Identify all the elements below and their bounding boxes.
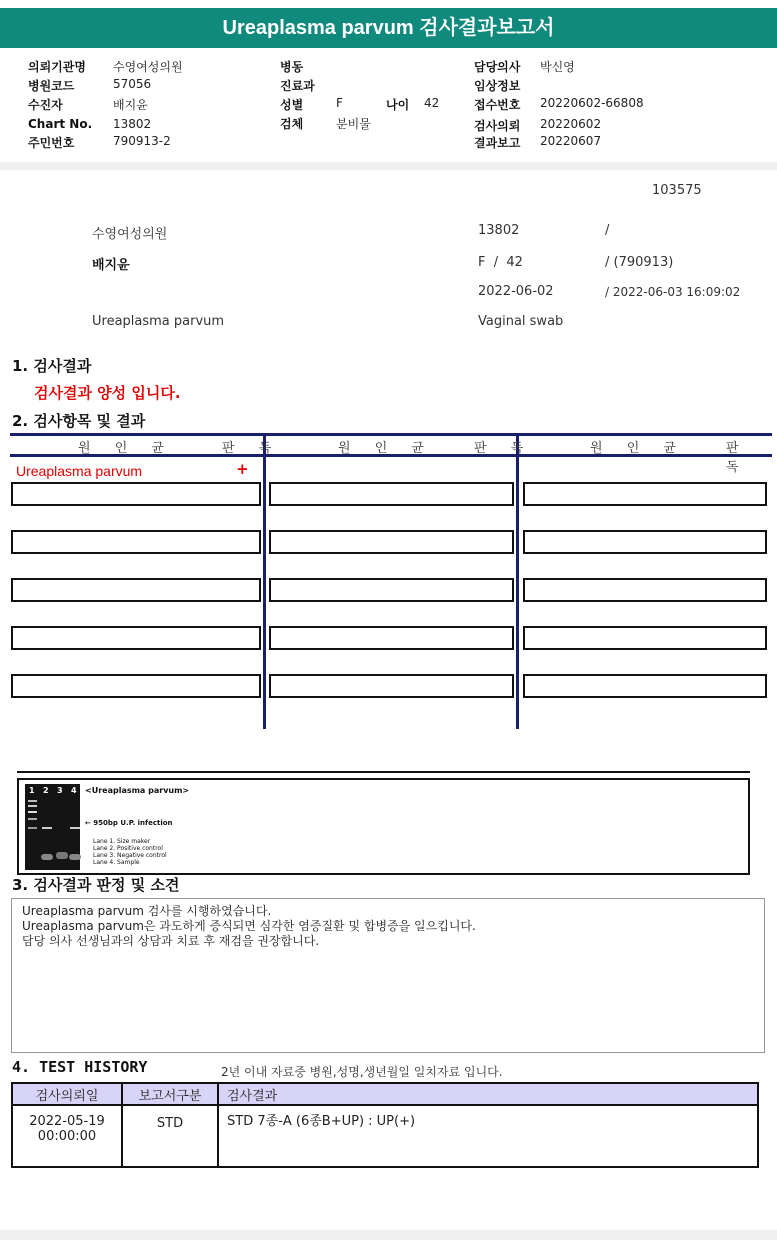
gel-band [69,854,81,860]
history-table [11,1082,759,1168]
gel-lane-3: 3 [57,786,63,795]
sex-value: F [336,96,343,110]
gel-band [70,827,80,829]
request-date-label: 검사의뢰 [474,119,521,133]
result-cell [269,674,514,698]
result-cell [11,626,261,650]
col3-organism-header: 원 인 균 [590,441,686,456]
history-time: 00:00:00 [37,1129,97,1144]
gel-heading: <Ureaplasma parvum> [85,786,190,795]
history-header-row [12,1083,758,1105]
gel-band [28,827,37,829]
history-date: 2022-05-19 [29,1114,105,1129]
dept-label: 진료과 [280,79,315,93]
result-cell [523,626,767,650]
institution-value: 수영여성의원 [113,60,183,74]
organism-ureaplasma: Ureaplasma parvum [16,463,143,479]
gel-band [28,811,37,813]
gel-band [42,827,52,829]
section3-title: 3. 검사결과 판정 및 소견 [12,876,180,894]
gel-image [25,784,80,870]
receipt-no-label: 접수번호 [474,98,521,112]
grid-col-divider-1 [263,433,266,729]
result-cell [269,578,514,602]
resident-no-value: 790913-2 [113,134,171,148]
section1-title: 1. 검사결과 [12,357,92,375]
history-type: STD [122,1105,218,1167]
opinion-line-2: Ureaplasma parvum은 과도하게 증식되면 심각한 염증질환 및 합병증을 일으킵니다. [22,919,476,933]
result-cell [269,482,514,506]
grid-top-line [10,433,772,436]
summary-request-date: 2022-06-02 [478,284,554,299]
gel-band [56,852,68,859]
specimen-value: 분비물 [336,117,371,131]
opinion-box [11,898,765,1053]
result-cell [11,530,261,554]
ward-label: 병동 [280,60,304,74]
request-date-value: 20220602 [540,117,602,131]
clinical-label: 임상정보 [474,79,521,93]
doctor-value: 박신영 [540,60,575,74]
summary-specimen: Vaginal swab [478,314,564,329]
chart-no-label: Chart No. [28,117,93,131]
result-positive-text: 검사결과 양성 입니다. [34,384,181,402]
resident-no-label: 주민번호 [28,136,75,150]
gel-top-rule [17,771,750,773]
result-cell [11,578,261,602]
summary-slash: / [605,223,610,238]
gel-band [28,818,37,820]
result-cell [523,578,767,602]
age-label: 나이 [386,98,410,112]
result-cell [523,674,767,698]
gel-lane-1: 1 [29,786,35,795]
summary-birth: / (790913) [605,255,674,270]
summary-sex-age: F / 42 [478,255,523,270]
sex-label: 성별 [280,98,304,112]
report-date-label: 결과보고 [474,136,521,150]
gel-marker-label: ← 950bp U.P. infection [85,819,173,827]
report-code: 103575 [652,183,702,198]
report-date-value: 20220607 [540,134,602,148]
gel-band [28,800,37,802]
organism-ureaplasma-result: + [236,460,249,478]
doctor-label: 담당의사 [474,60,521,74]
age-value: 42 [424,96,440,110]
col2-judgement-header: 판 독 [474,441,534,456]
summary-patient: 배지윤 [92,258,130,273]
footer-bar [0,1230,777,1240]
col1-judgement-header: 판 독 [222,441,282,456]
grid-col-divider-2 [516,433,519,729]
header-divider [0,162,777,170]
patient-label: 수진자 [28,98,63,112]
gel-box [17,778,750,875]
specimen-label: 검체 [280,117,304,131]
gel-band [28,805,37,807]
table-row [12,1105,758,1167]
col3-judgement-header: 판 독 [726,441,749,475]
report-title: Ureaplasma parvum 검사결과보고서 [0,8,777,48]
history-col-result: 검사결과 [218,1083,758,1105]
result-cell [11,482,261,506]
gel-legend-2: Lane 2. Positive control [93,845,163,852]
col2-organism-header: 원 인 균 [338,441,434,456]
institution-label: 의뢰기관명 [28,60,86,74]
section4-title: 4. TEST HISTORY [12,1058,148,1076]
summary-report-datetime: / 2022-06-03 16:09:02 [605,285,741,299]
gel-legend-3: Lane 3. Negative control [93,852,167,859]
patient-value: 배지윤 [113,98,148,112]
opinion-line-1: Ureaplasma parvum 검사를 시행하였습니다. [22,904,272,918]
summary-chart-no: 13802 [478,223,520,238]
gel-lane-4: 4 [71,786,77,795]
summary-institution: 수영여성의원 [92,227,168,242]
opinion-line-3: 담당 의사 선생님과의 상담과 치료 후 재검을 권장합니다. [22,934,320,948]
result-cell [11,674,261,698]
history-date-cell [12,1105,122,1167]
hospital-code-label: 병원코드 [28,79,75,93]
summary-test-name: Ureaplasma parvum [92,314,225,329]
gel-band [41,854,53,860]
result-cell [269,626,514,650]
history-col-type: 보고서구분 [122,1083,218,1105]
chart-no-value: 13802 [113,117,152,131]
history-result: STD 7종-A (6종B+UP) : UP(+) [218,1105,758,1167]
gel-legend-4: Lane 4. Sample [93,859,140,866]
result-cell [269,530,514,554]
col1-organism-header: 원 인 균 [78,441,174,456]
result-cell [523,530,767,554]
section2-title: 2. 검사항목 및 결과 [12,412,146,430]
hospital-code-value: 57056 [113,77,152,91]
receipt-no-value: 20220602-66808 [540,96,644,110]
history-note: 2년 이내 자료중 병원,성명,생년월일 일치자료 입니다. [221,1065,503,1079]
result-cell [523,482,767,506]
gel-legend-1: Lane 1. Size maker [93,838,151,845]
history-col-date: 검사의뢰일 [12,1083,122,1105]
gel-lane-2: 2 [43,786,49,795]
